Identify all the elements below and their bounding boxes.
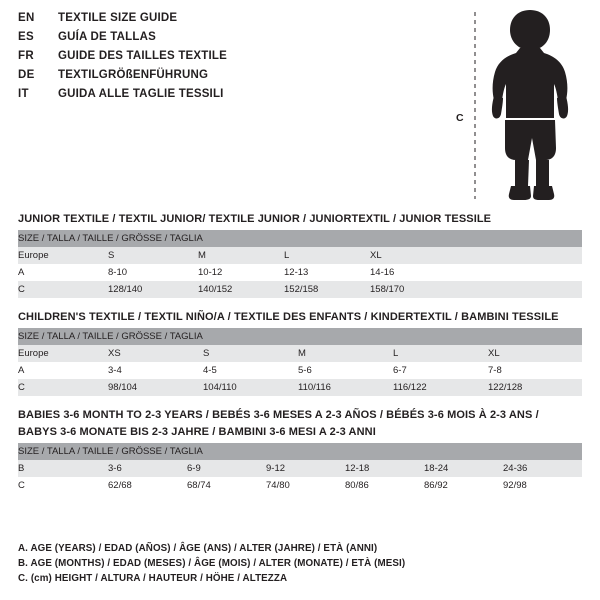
babies-textile-table: [18, 443, 582, 494]
row-value: L: [284, 247, 370, 264]
row-value: XS: [108, 345, 203, 362]
row-value: 62/68: [108, 477, 187, 494]
row-value: S: [108, 247, 198, 264]
row-label: C: [18, 379, 108, 396]
row-value: 8-10: [108, 264, 198, 281]
row-value: 9-12: [266, 460, 345, 477]
size-band-label: SIZE / TALLA / TAILLE / GRÖSSE / TAGLIA: [18, 230, 582, 247]
header-row: [18, 12, 438, 31]
table-row: [18, 379, 582, 396]
row-value: 98/104: [108, 379, 203, 396]
row-value: 6-9: [187, 460, 266, 477]
row-value: 18-24: [424, 460, 503, 477]
table-row: [18, 477, 582, 494]
row-value: XL: [488, 345, 582, 362]
babies-textile-title-line1: BABIES 3-6 MONTH TO 2-3 YEARS / BEBÉS 3-6 MESES A 2-3 AÑOS / BÉBÉS 3-6 MOIS À 2-3 ANS /: [18, 409, 539, 421]
babies-textile-title-line2: BABYS 3-6 MONATE BIS 2-3 JAHRE / BAMBINI 3-6 MESI A 2-3 ANNI: [18, 426, 376, 438]
size-band-label: SIZE / TALLA / TAILLE / GRÖSSE / TAGLIA: [18, 328, 582, 345]
row-label: B: [18, 460, 108, 477]
header-title-text: TEXTILGRÖßENFÜHRUNG: [58, 69, 209, 81]
row-value: 10-12: [198, 264, 284, 281]
row-label: A: [18, 362, 108, 379]
size-band-label: SIZE / TALLA / TAILLE / GRÖSSE / TAGLIA: [18, 443, 582, 460]
row-value: 152/158: [284, 281, 370, 298]
row-value: 140/152: [198, 281, 284, 298]
figure-measure-label: C: [456, 112, 464, 124]
row-value: 12-13: [284, 264, 370, 281]
row-label: A: [18, 264, 108, 281]
row-value: 86/92: [424, 477, 503, 494]
babies-textile-block: [18, 409, 582, 494]
header-lang-code: DE: [18, 69, 35, 81]
table-row: [18, 345, 582, 362]
legend: [18, 541, 578, 586]
row-value: 74/80: [266, 477, 345, 494]
row-value-empty: [456, 264, 582, 281]
header-title-text: TEXTILE SIZE GUIDE: [58, 12, 178, 24]
header-row: [18, 50, 438, 69]
childrens-textile-table: [18, 328, 582, 396]
header-title-text: GUÍA DE TALLAS: [58, 31, 156, 43]
row-value: 3-4: [108, 362, 203, 379]
legend-line-a: A. AGE (YEARS) / EDAD (AÑOS) / ÂGE (ANS) / ALTER (JAHRE) / ETÀ (ANNI): [18, 543, 378, 554]
table-row: [18, 264, 582, 281]
junior-textile-title: JUNIOR TEXTILE / TEXTIL JUNIOR/ TEXTILE JUNIOR / JUNIORTEXTIL / JUNIOR TESSILE: [18, 213, 492, 225]
legend-line-c: C. (cm) HEIGHT / ALTURA / HAUTEUR / HÖHE / ALTEZZA: [18, 573, 288, 584]
table-header-band: [18, 328, 582, 345]
row-label: Europe: [18, 345, 108, 362]
row-value-empty: [456, 247, 582, 264]
header-title-text: GUIDA ALLE TAGLIE TESSILI: [58, 88, 224, 100]
row-value: 3-6: [108, 460, 187, 477]
row-value: 24-36: [503, 460, 582, 477]
header-row: [18, 88, 438, 107]
row-value: 92/98: [503, 477, 582, 494]
table-row: [18, 281, 582, 298]
childrens-textile-block: [18, 311, 582, 396]
junior-textile-block: [18, 213, 582, 298]
row-label: C: [18, 281, 108, 298]
table-header-band: [18, 443, 582, 460]
row-label: C: [18, 477, 108, 494]
childrens-textile-title: CHILDREN'S TEXTILE / TEXTIL NIÑO/A / TEXTILE DES ENFANTS / KINDERTEXTIL / BAMBINI TESSILE: [18, 311, 559, 323]
header-lang-code: IT: [18, 88, 29, 100]
header-title-text: GUIDE DES TAILLES TEXTILE: [58, 50, 227, 62]
toddler-figure: [448, 8, 588, 203]
row-value: 128/140: [108, 281, 198, 298]
row-value: 68/74: [187, 477, 266, 494]
row-value: L: [393, 345, 488, 362]
row-label: Europe: [18, 247, 108, 264]
row-value: 6-7: [393, 362, 488, 379]
header-lang-code: ES: [18, 31, 34, 43]
legend-line-b: B. AGE (MONTHS) / EDAD (MESES) / ÂGE (MOIS) / ALTER (MONATE) / ETÀ (MESI): [18, 558, 406, 569]
table-row: [18, 460, 582, 477]
row-value: 4-5: [203, 362, 298, 379]
language-header: [18, 12, 438, 107]
row-value: 158/170: [370, 281, 456, 298]
row-value-empty: [456, 281, 582, 298]
table-row: [18, 362, 582, 379]
row-value: M: [198, 247, 284, 264]
junior-textile-table: [18, 230, 582, 298]
row-value: 14-16: [370, 264, 456, 281]
row-value: 80/86: [345, 477, 424, 494]
row-value: 116/122: [393, 379, 488, 396]
toddler-silhouette-icon: [448, 8, 588, 203]
row-value: S: [203, 345, 298, 362]
table-header-band: [18, 230, 582, 247]
row-value: M: [298, 345, 393, 362]
row-value: 12-18: [345, 460, 424, 477]
header-lang-code: FR: [18, 50, 34, 62]
header-row: [18, 69, 438, 88]
header-lang-code: EN: [18, 12, 35, 24]
size-tables: [18, 213, 582, 507]
row-value: XL: [370, 247, 456, 264]
row-value: 7-8: [488, 362, 582, 379]
row-value: 104/110: [203, 379, 298, 396]
header-row: [18, 31, 438, 50]
table-row: [18, 247, 582, 264]
row-value: 110/116: [298, 379, 393, 396]
row-value: 5-6: [298, 362, 393, 379]
row-value: 122/128: [488, 379, 582, 396]
